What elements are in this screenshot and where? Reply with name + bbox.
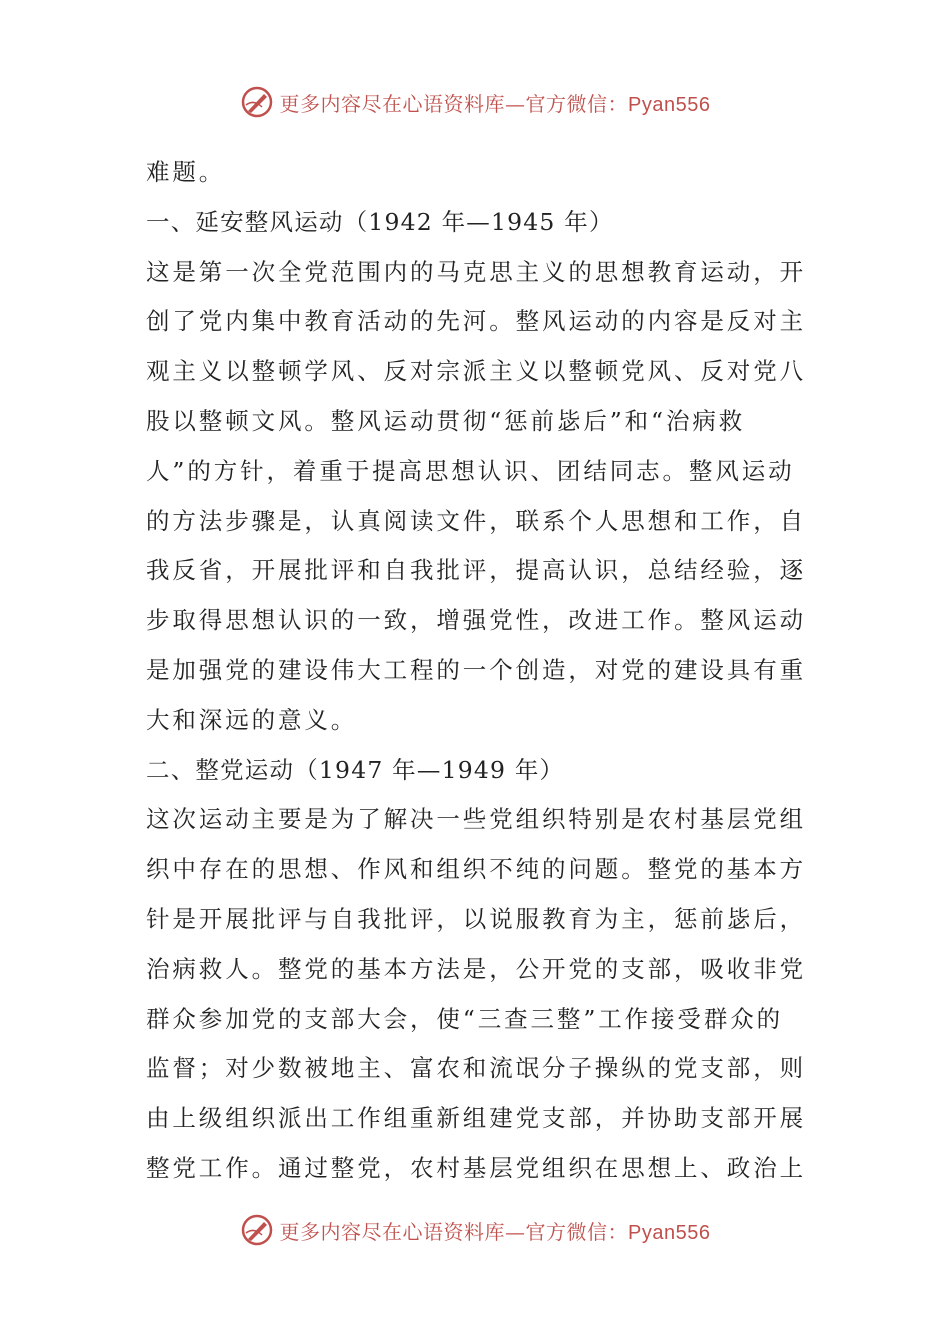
text-line: 群众参加党的支部大会，使“三查三整”工作接受群众的 (146, 1004, 784, 1033)
text-line: 观主义以整顿学风、反对宗派主义以整顿党风、反对党八 (146, 357, 806, 386)
footer-watermark (0, 1210, 950, 1250)
watermark-suffix: 官方微信： (525, 1219, 629, 1244)
watermark-prefix: 更多内容尽在心语资料库 (279, 1219, 506, 1244)
header-watermark (0, 82, 950, 122)
text-line: 整党工作。通过整党，农村基层党组织在思想上、政治上 (146, 1153, 806, 1182)
text-line: 由上级组织派出工作组重新组建党支部，并协助支部开展 (146, 1104, 806, 1133)
section-heading: 二、整党运动（1947 年—1949 年） (146, 755, 565, 784)
text-line: 的方法步骤是，认真阅读文件，联系个人思想和工作，自 (146, 506, 806, 535)
watermark-prefix: 更多内容尽在心语资料库 (279, 91, 506, 116)
text-line: 织中存在的思想、作风和组织不纯的问题。整党的基本方 (146, 855, 806, 884)
watermark-text (280, 1216, 711, 1245)
watermark-dash: — (505, 91, 526, 116)
text-line: 这次运动主要是为了解决一些党组织特别是农村基层党组 (146, 805, 806, 834)
text-line: 这是第一次全党范围内的马克思主义的思想教育运动，开 (146, 257, 806, 286)
watermark-text (280, 88, 711, 117)
text-line: 针是开展批评与自我批评，以说服教育为主，惩前毖后， (146, 904, 806, 933)
text-line: 监督；对少数被地主、富农和流氓分子操纵的党支部，则 (146, 1054, 806, 1083)
text-line: 治病救人。整党的基本方法是，公开党的支部，吸收非党 (146, 954, 806, 983)
text-line: 我反省，开展批评和自我批评，提高认识，总结经验，逐 (146, 556, 806, 585)
watermark-account: Pyan556 (628, 93, 711, 116)
watermark-dash: — (505, 1219, 526, 1244)
document-body (146, 148, 806, 1194)
pen-logo-icon (240, 1213, 274, 1247)
text-line: 步取得思想认识的一致，增强党性，改进工作。整风运动 (146, 606, 806, 635)
text-line: 人”的方针，着重于提高思想认识、团结同志。整风运动 (146, 456, 795, 485)
pen-logo-icon (240, 85, 274, 119)
text-line: 大和深远的意义。 (146, 705, 358, 734)
section-heading: 一、延安整风运动（1942 年—1945 年） (146, 207, 614, 236)
text-line: 股以整顿文风。整风运动贯彻“惩前毖后”和“治病救 (146, 406, 746, 435)
text-line: 是加强党的建设伟大工程的一个创造，对党的建设具有重 (146, 655, 806, 684)
text-line: 难题。 (146, 158, 226, 186)
watermark-suffix: 官方微信： (525, 91, 629, 116)
watermark-account: Pyan556 (628, 1221, 711, 1244)
text-line: 创了党内集中教育活动的先河。整风运动的内容是反对主 (146, 307, 806, 336)
